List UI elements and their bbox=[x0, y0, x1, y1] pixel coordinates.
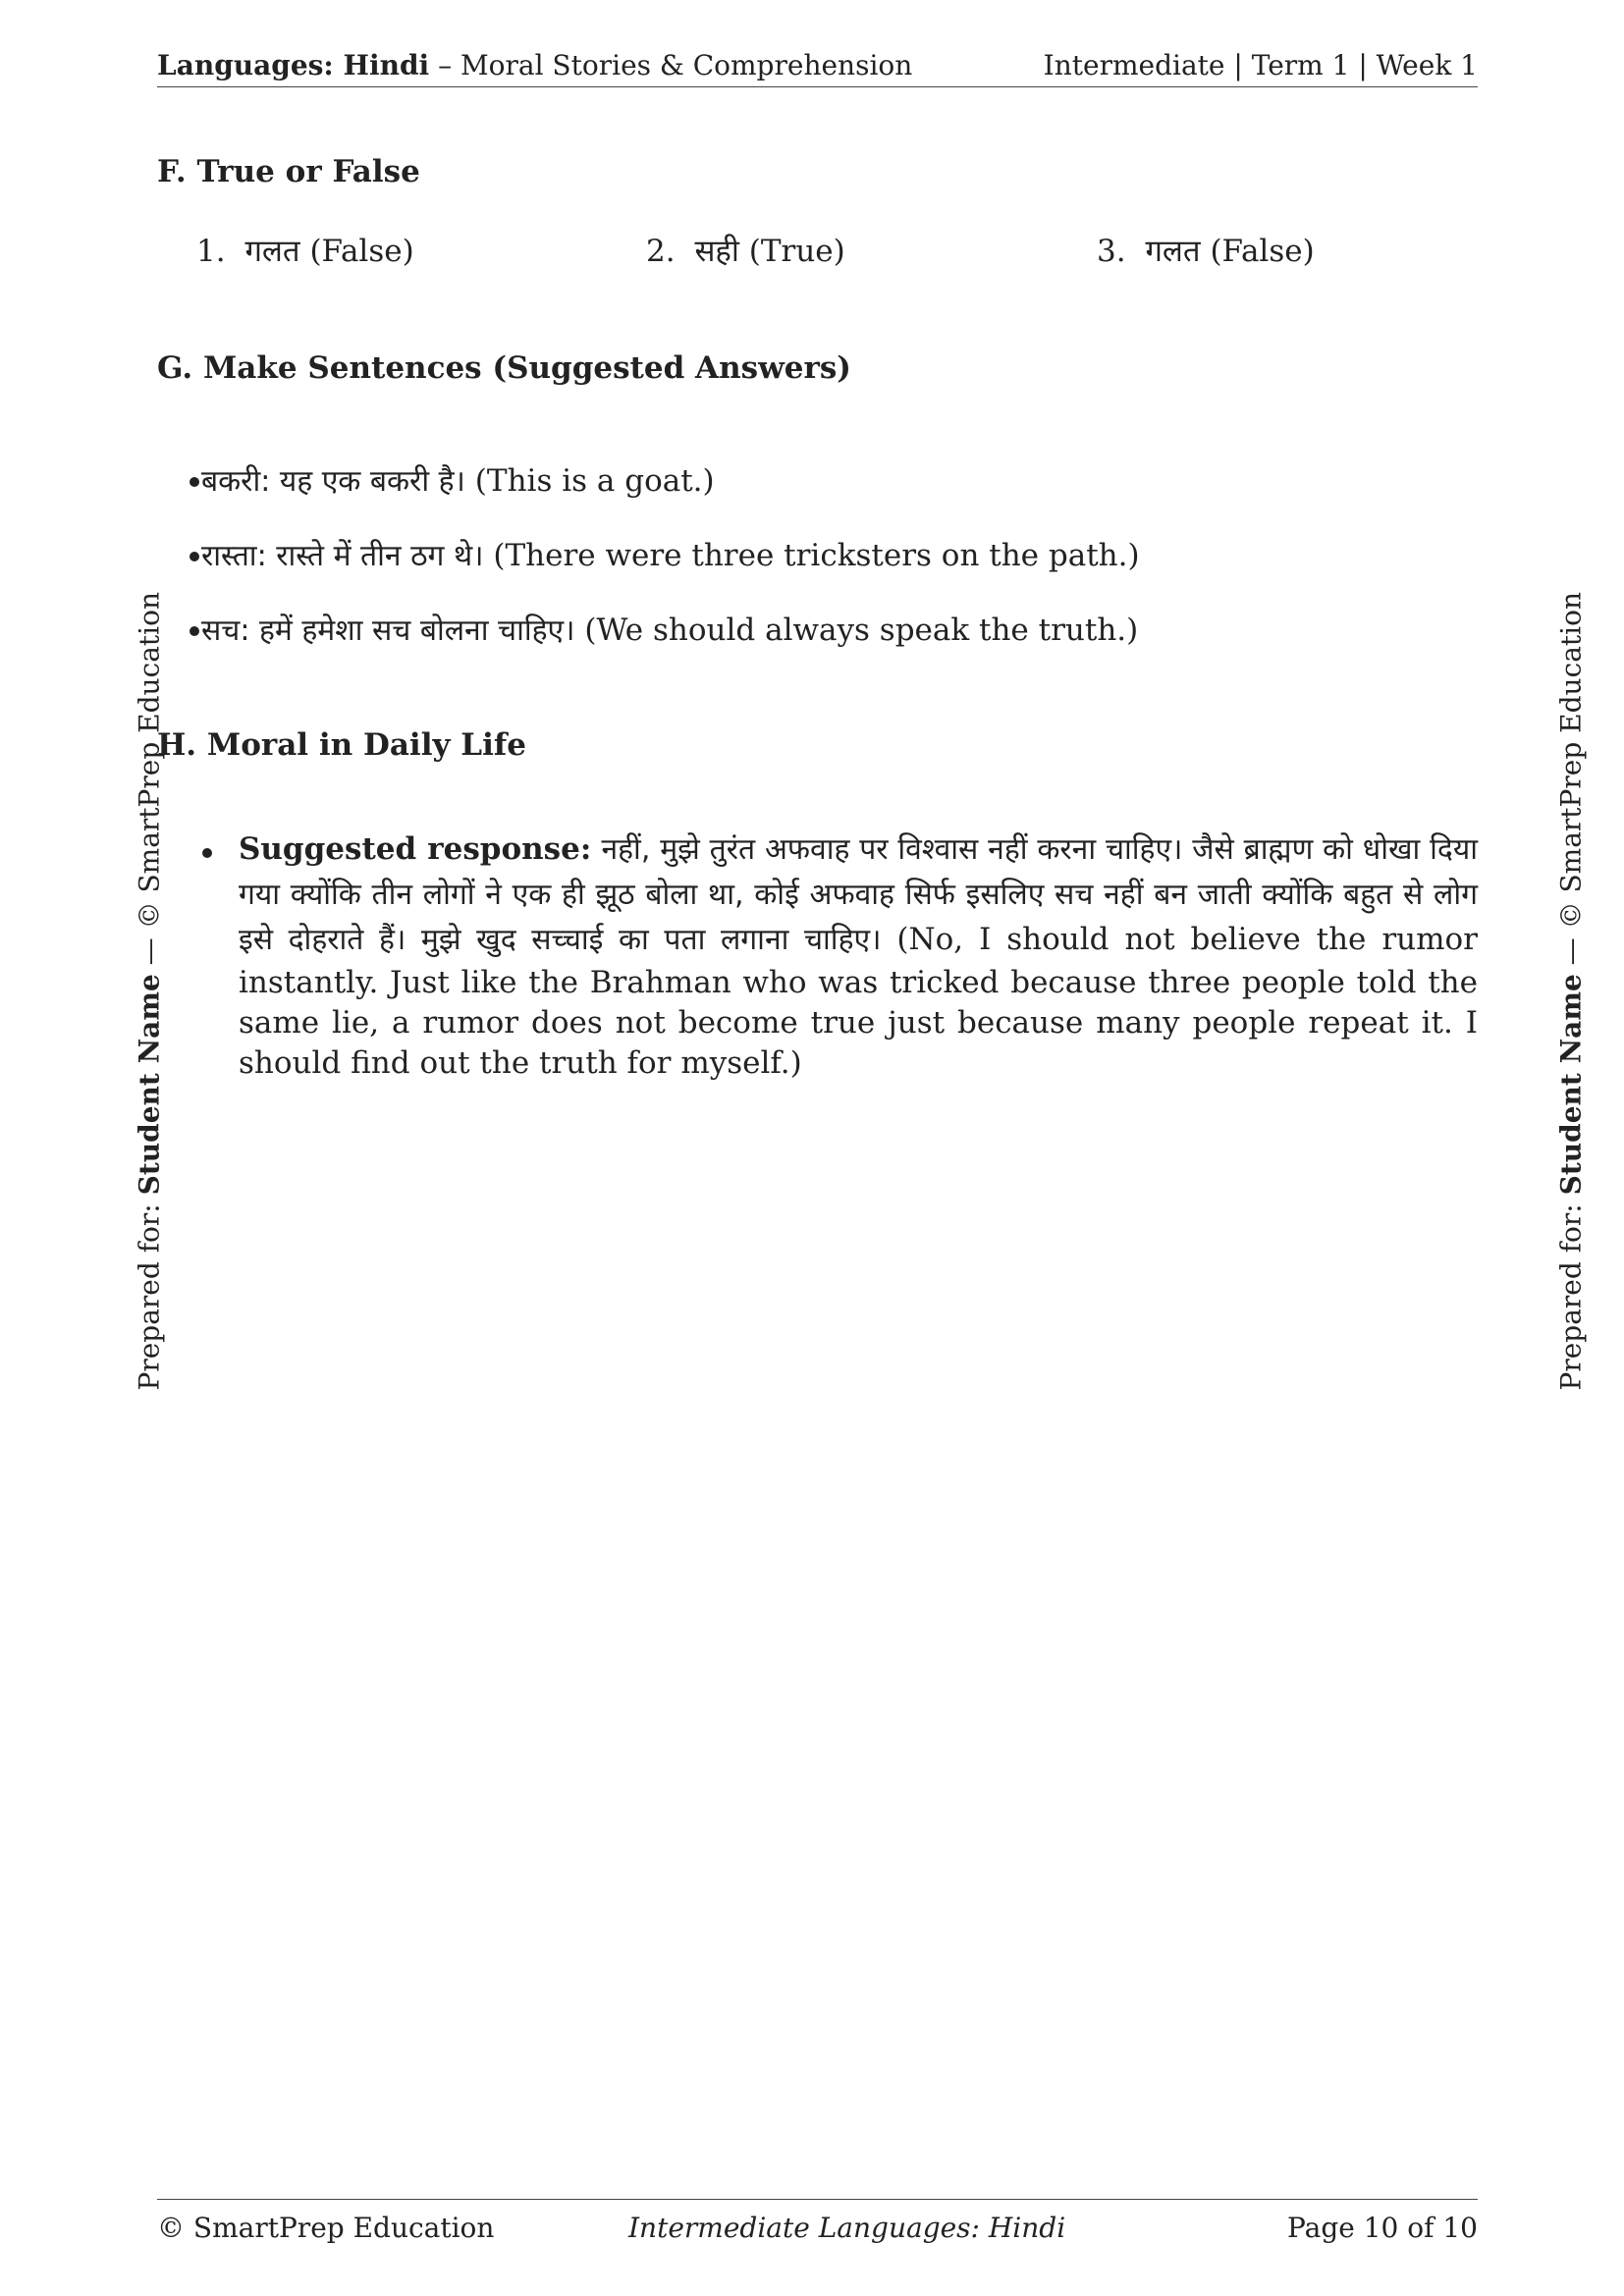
credit-student-name: Student Name bbox=[1554, 974, 1588, 1196]
section-f-title: F. True or False bbox=[157, 154, 420, 189]
sentence-english: (There were three tricksters on the path.) bbox=[493, 538, 1140, 573]
sentence-item-1 bbox=[201, 459, 715, 500]
credit-student-name: Student Name bbox=[133, 974, 166, 1196]
page-header bbox=[157, 49, 1478, 87]
credit-suffix: — © SmartPrep Education bbox=[133, 591, 166, 975]
true-false-item-2 bbox=[646, 230, 845, 271]
true-false-item-1 bbox=[196, 230, 414, 271]
footer-copyright: © SmartPrep Education bbox=[157, 2212, 495, 2244]
item-hindi-answer: सही bbox=[694, 234, 739, 269]
sentence-english: (This is a goat.) bbox=[474, 463, 715, 499]
true-false-item-3 bbox=[1097, 230, 1315, 271]
item-number: 2. bbox=[646, 234, 676, 269]
bullet-icon bbox=[202, 848, 212, 858]
item-english-answer: (True) bbox=[748, 234, 845, 269]
item-english-answer: (False) bbox=[309, 234, 414, 269]
sentence-hindi: सच: हमें हमेशा सच बोलना चाहिए। bbox=[201, 614, 575, 648]
credit-prefix: Prepared for: bbox=[133, 1195, 166, 1391]
sentence-item-2 bbox=[201, 534, 1140, 574]
header-subject bbox=[157, 49, 912, 82]
response-label: Suggested response: bbox=[239, 831, 592, 867]
item-english-answer: (False) bbox=[1210, 234, 1315, 269]
item-number: 1. bbox=[196, 234, 226, 269]
item-hindi-answer: गलत bbox=[1145, 234, 1201, 269]
response-english: (No, I should not believe the rumor instantly. Just like the Brahman who was tricked because three people told the same lie, a rumor does not become true just because many people repeat it. I should find out the truth for myself.) bbox=[239, 922, 1478, 1081]
credit-suffix: — © SmartPrep Education bbox=[1554, 591, 1588, 975]
sentence-hindi: बकरी: यह एक बकरी है। bbox=[201, 464, 465, 499]
section-h-title: H. Moral in Daily Life bbox=[157, 727, 526, 763]
response-hindi: नहीं, मुझे तुरंत अफवाह पर विश्वास नहीं करना चाहिए। जैसे ब्राह्मण को धोखा दिया गया क्योंकि तीन लोगों ने एक ही झूठ बोला था, कोई अफवाह सिर्फ इसलिए सच नहीं बन जाती क्योंकि बहुत से लोग इसे दोहराते हैं। मुझे खुद सच्चाई का पता लगाना चाहिए। bbox=[239, 832, 1479, 957]
sentence-english: (We should always speak the truth.) bbox=[584, 613, 1139, 648]
header-level: Intermediate | Term 1 | Week 1 bbox=[1043, 49, 1478, 81]
item-number: 3. bbox=[1097, 234, 1126, 269]
suggested-response bbox=[239, 828, 1478, 1084]
bullet-icon bbox=[189, 552, 199, 561]
right-margin-credit bbox=[1554, 591, 1588, 1391]
footer-page-number: Page 10 of 10 bbox=[1287, 2212, 1478, 2244]
sentence-item-3 bbox=[201, 609, 1138, 649]
sentence-hindi: रास्ता: रास्ते में तीन ठग थे। bbox=[201, 539, 484, 573]
header-subject-bold: Languages: Hindi bbox=[157, 49, 430, 81]
footer-course-title: Intermediate Languages: Hindi bbox=[628, 2212, 1066, 2244]
page-footer bbox=[157, 2199, 1478, 2244]
left-margin-credit bbox=[133, 591, 166, 1391]
header-subject-rest: – Moral Stories & Comprehension bbox=[429, 49, 913, 81]
item-hindi-answer: गलत bbox=[244, 234, 300, 269]
bullet-icon bbox=[189, 477, 199, 487]
section-g-title: G. Make Sentences (Suggested Answers) bbox=[157, 350, 851, 386]
credit-prefix: Prepared for: bbox=[1554, 1195, 1588, 1391]
bullet-icon bbox=[189, 626, 199, 636]
